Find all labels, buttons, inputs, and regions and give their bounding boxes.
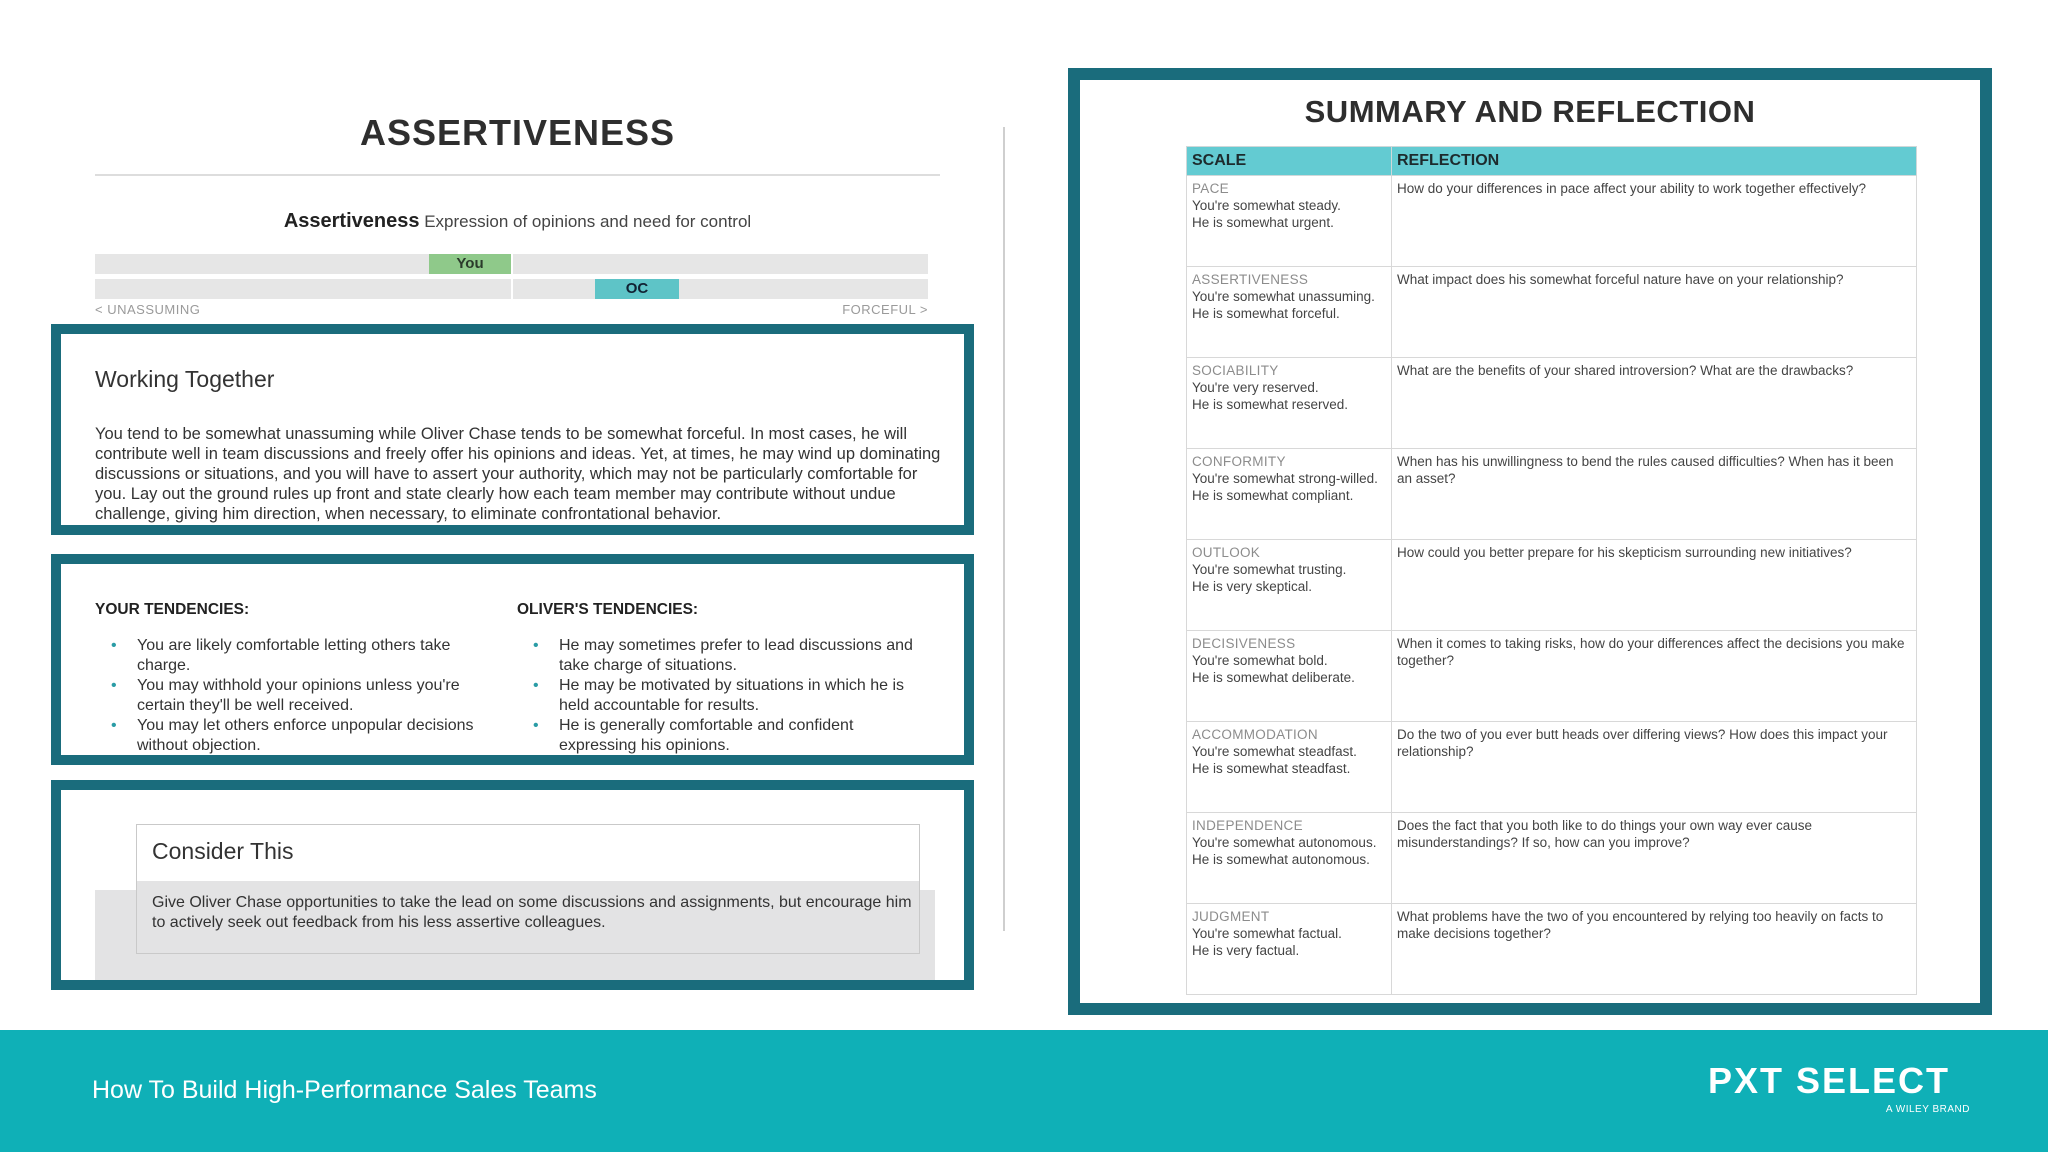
your-tendencies-heading: YOUR TENDENCIES:: [95, 601, 250, 618]
scale-cell: CONFORMITY You're somewhat strong-willed. He is somewhat compliant.: [1187, 449, 1392, 540]
reflection-cell: What problems have the two of you encountered by relying too heavily on facts to make decisions together?: [1392, 904, 1917, 995]
summary-reflection-panel: [1068, 68, 1992, 1015]
olivers-tendencies-list: [517, 636, 917, 756]
list-item: • He may sometimes prefer to lead discussions and take charge of situations.: [533, 637, 913, 674]
working-together-body: You tend to be somewhat unassuming while Oliver Chase tends to be somewhat forceful. In most cases, he will contribute well in team discussions and freely offer his opinions and ideas. Yet, at times, he may wind up dominating discussions or situations, and you will have to assert your authority, which may not be particularly comfortable for you. Lay out the ground rules up front and state clearly how each team member may contribute without undue challenge, giving him direction, when necessary, to eliminate confrontational behavior.: [95, 425, 941, 523]
reflection-cell: What impact does his somewhat forceful nature have on your relationship?: [1392, 267, 1917, 358]
summary-table: [1186, 146, 1917, 995]
title-divider: [95, 174, 940, 176]
scale-cell: SOCIABILITY You're very reserved. He is somewhat reserved.: [1187, 358, 1392, 449]
you-marker: You: [429, 254, 511, 274]
olivers-tendencies-heading: OLIVER'S TENDENCIES:: [517, 601, 699, 618]
scale-cell: JUDGMENT You're somewhat factual. He is very factual.: [1187, 904, 1392, 995]
table-row: [1187, 176, 1917, 267]
scale-cell: ACCOMMODATION You're somewhat steadfast. He is somewhat steadfast.: [1187, 722, 1392, 813]
trait-line: [95, 210, 940, 233]
your-tendencies: [95, 600, 495, 756]
summary-title: SUMMARY AND REFLECTION: [1304, 94, 1756, 129]
reflection-cell: How do your differences in pace affect your ability to work together effectively?: [1392, 176, 1917, 267]
table-header-row: [1187, 147, 1917, 176]
bullet-icon: •: [533, 637, 539, 654]
logo-wordmark: PXT SELECT: [1708, 1060, 1951, 1101]
you-scale-track: [95, 254, 928, 274]
list-item: • You are likely comfortable letting others take charge.: [111, 637, 451, 674]
your-tendencies-list: [95, 636, 495, 756]
scale-column-header: SCALE: [1187, 147, 1392, 176]
consider-card: [136, 824, 920, 954]
scale-cell: ASSERTIVENESS You're somewhat unassuming. He is somewhat forceful.: [1187, 267, 1392, 358]
list-item: • He is generally comfortable and confident expressing his opinions.: [533, 717, 854, 754]
table-row: [1187, 540, 1917, 631]
table-row: [1187, 449, 1917, 540]
trait-name: Assertiveness: [283, 210, 420, 232]
scale-midline: [511, 254, 513, 274]
scale-left-label: < UNASSUMING: [95, 302, 201, 317]
table-row: [1187, 267, 1917, 358]
tendencies-box: [51, 554, 974, 765]
scale-cell: PACE You're somewhat steady. He is somewhat urgent.: [1187, 176, 1392, 267]
list-item: • You may withhold your opinions unless you're certain they'll be well received.: [111, 677, 460, 714]
oc-scale-track: [95, 279, 928, 299]
bullet-icon: •: [533, 677, 539, 694]
consider-this-box: [51, 780, 974, 990]
scale-cell: INDEPENDENCE You're somewhat autonomous. He is somewhat autonomous.: [1187, 813, 1392, 904]
table-row: [1187, 722, 1917, 813]
footer-title: How To Build High-Performance Sales Teams: [92, 1076, 597, 1104]
assessment-title: ASSERTIVENESS: [359, 112, 676, 153]
trait-description: Expression of opinions and need for control: [424, 212, 752, 231]
consider-body: Give Oliver Chase opportunities to take the lead on some discussions and assignments, but encourage him to actively seek out feedback from his less assertive colleagues.: [152, 894, 912, 931]
table-row: [1187, 631, 1917, 722]
reflection-cell: What are the benefits of your shared introversion? What are the drawbacks?: [1392, 358, 1917, 449]
list-item: • You may let others enforce unpopular decisions without objection.: [111, 717, 474, 754]
reflection-cell: When has his unwillingness to bend the rules caused difficulties? When has it been an asset?: [1392, 449, 1917, 540]
consider-heading: Consider This: [152, 838, 294, 864]
bullet-icon: •: [111, 637, 117, 654]
working-together-heading: Working Together: [95, 366, 275, 392]
pxt-select-logo: [1708, 1060, 1978, 1120]
table-row: [1187, 904, 1917, 995]
list-item: • He may be motivated by situations in which he is held accountable for results.: [533, 677, 905, 714]
table-row: [1187, 813, 1917, 904]
reflection-cell: How could you better prepare for his skepticism surrounding new initiatives?: [1392, 540, 1917, 631]
reflection-cell: Do the two of you ever butt heads over differing views? How does this impact your relationship?: [1392, 722, 1917, 813]
scale-cell: OUTLOOK You're somewhat trusting. He is very skeptical.: [1187, 540, 1392, 631]
scale-midline: [511, 279, 513, 299]
table-row: [1187, 358, 1917, 449]
footer-bar: [0, 1030, 2048, 1152]
scale-right-label: FORCEFUL >: [842, 302, 928, 317]
reflection-cell: Does the fact that you both like to do things your own way ever cause misunderstandings? If so, how can you improve?: [1392, 813, 1917, 904]
bullet-icon: •: [533, 717, 539, 734]
bullet-icon: •: [111, 677, 117, 694]
reflection-cell: When it comes to taking risks, how do your differences affect the decisions you make together?: [1392, 631, 1917, 722]
bullet-icon: •: [111, 717, 117, 734]
slide-divider: [1003, 127, 1005, 931]
oc-marker: OC: [595, 279, 679, 299]
scale-cell: DECISIVENESS You're somewhat bold. He is somewhat deliberate.: [1187, 631, 1392, 722]
olivers-tendencies: [517, 600, 917, 756]
reflection-column-header: REFLECTION: [1392, 147, 1917, 176]
working-together-box: [51, 324, 974, 535]
logo-tagline: A WILEY BRAND: [1885, 1104, 1970, 1115]
